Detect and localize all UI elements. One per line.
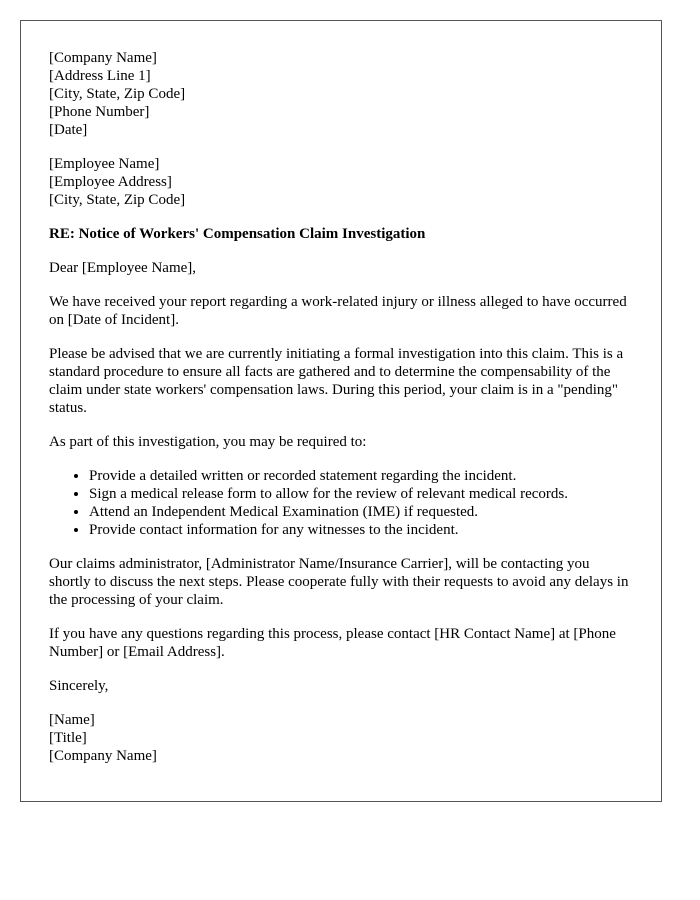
list-item: • Provide a detailed written or recorded statement regarding the incident. (89, 467, 633, 485)
salutation: Dear [Employee Name], (49, 260, 197, 276)
paragraph-investigation-notice: Please be advised that we are currently initiating a formal investigation into this claim. This is a standard procedure to ensure all facts are gathered and to determine the compensability of the claim under state workers' compensation laws. During this period, your claim is in a "pending" status. (49, 346, 624, 416)
signature-title: [Title] (49, 730, 87, 746)
recipient-address: [Employee Address] (49, 174, 172, 190)
signoff: Sincerely, (49, 678, 109, 694)
signature-block (49, 711, 633, 765)
letter-date: [Date] (49, 122, 88, 138)
sender-address: [Address Line 1] (49, 68, 151, 84)
paragraph-questions: If you have any questions regarding this process, please contact [HR Contact Name] at [Phone Number] or [Email Address]. (49, 626, 616, 660)
paragraph-report-received: We have received your report regarding a work-related injury or illness alleged to have occurred on [Date of Incident]. (49, 294, 627, 328)
subject-line: RE: Notice of Workers' Compensation Claim Investigation (49, 226, 426, 242)
sender-company: [Company Name] (49, 50, 157, 66)
signature-name: [Name] (49, 712, 95, 728)
recipient-name: [Employee Name] (49, 156, 160, 172)
list-item: • Sign a medical release form to allow for the review of relevant medical records. (89, 485, 633, 503)
paragraph-requirements-intro: As part of this investigation, you may be required to: (49, 434, 367, 450)
list-item: • Attend an Independent Medical Examination (IME) if requested. (89, 503, 633, 521)
recipient-city-state-zip: [City, State, Zip Code] (49, 192, 186, 208)
requirements-list (49, 467, 633, 539)
list-item: • Provide contact information for any witnesses to the incident. (89, 521, 633, 539)
recipient-block (49, 155, 633, 209)
signature-company: [Company Name] (49, 748, 157, 764)
paragraph-administrator-contact: Our claims administrator, [Administrator Name/Insurance Carrier], will be contacting you shortly to discuss the next steps. Please cooperate fully with their requests to avoid any delays in the processing of your claim. (49, 556, 629, 608)
sender-phone: [Phone Number] (49, 104, 150, 120)
sender-city-state-zip: [City, State, Zip Code] (49, 86, 186, 102)
sender-block (49, 49, 633, 139)
letter (20, 20, 662, 802)
